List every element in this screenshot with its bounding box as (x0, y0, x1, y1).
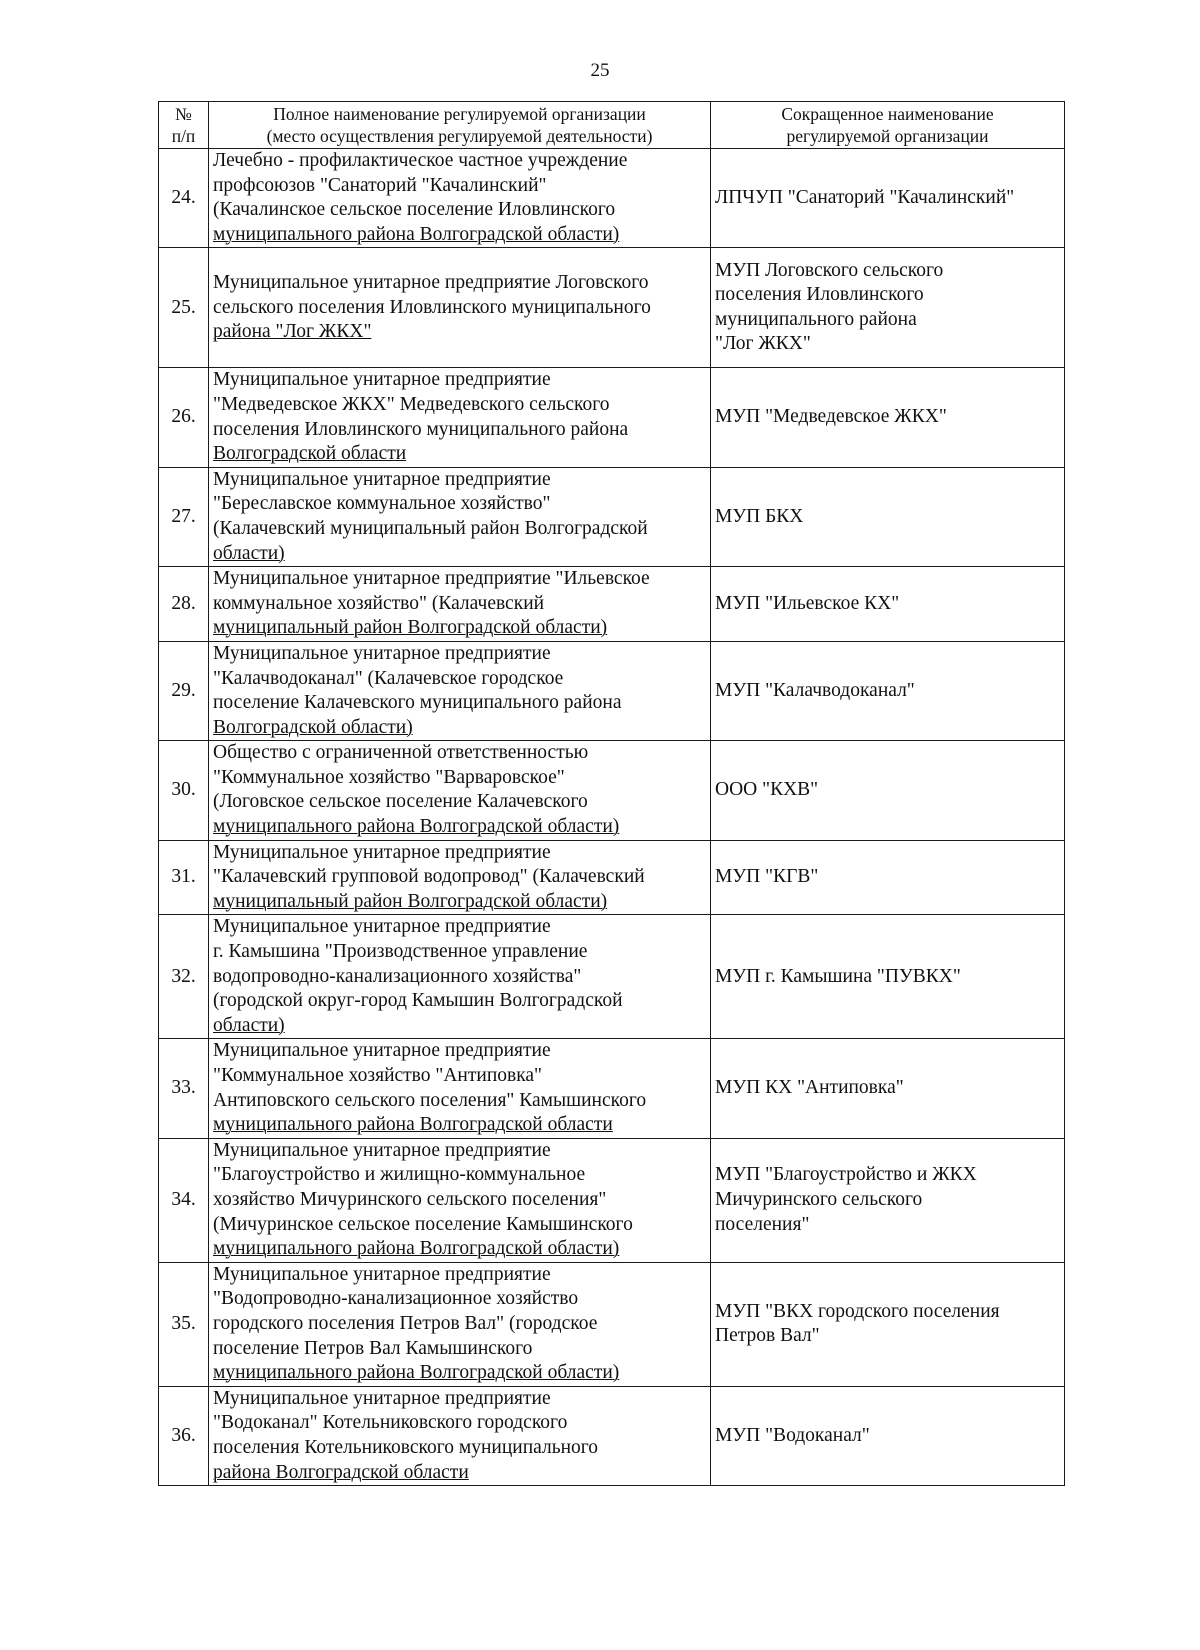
full-name-line: муниципального района Волгоградской области (213, 1114, 613, 1136)
short-name-cell (711, 741, 1065, 840)
table-row (159, 1039, 1065, 1138)
header-full-name-line: Полное наименование регулируемой организации (273, 104, 646, 124)
full-name-line: сельского поселения Иловлинского муниципального (213, 296, 651, 318)
table-row (159, 1138, 1065, 1262)
short-name-line: Петров Вал" (715, 1325, 820, 1347)
full-name-cell (209, 567, 711, 642)
short-name-line: МУП г. Камышина "ПУВКХ" (715, 965, 961, 987)
full-name-line: Муниципальное унитарное предприятие (213, 1263, 551, 1285)
full-name-line: Лечебно - профилактическое частное учреждение (213, 150, 628, 171)
full-name-cell (209, 467, 711, 566)
header-full-name-line: (место осуществления регулируемой деятельности) (266, 126, 653, 146)
short-name-line: МУП "Водоканал" (715, 1424, 870, 1446)
full-name-line: Муниципальное унитарное предприятие (213, 916, 551, 938)
full-name-line: хозяйство Мичуринского сельского поселения" (213, 1188, 607, 1210)
full-name-line: Муниципальное унитарное предприятие Логовского (213, 271, 649, 293)
organizations-table (158, 101, 1065, 1486)
short-name-cell (711, 467, 1065, 566)
table-row (159, 149, 1065, 248)
full-name-line: "Водоканал" Котельниковского городского (213, 1412, 568, 1434)
short-name-cell (711, 641, 1065, 740)
full-name-line: муниципального района Волгоградской области) (213, 1238, 620, 1260)
table-body (159, 149, 1065, 1486)
row-number: 34. (159, 1138, 209, 1262)
row-number: 28. (159, 567, 209, 642)
full-name-cell (209, 915, 711, 1039)
full-name-line: Муниципальное унитарное предприятие (213, 1387, 551, 1409)
table-row (159, 467, 1065, 566)
full-name-line: Муниципальное унитарное предприятие (213, 841, 551, 863)
full-name-cell (209, 641, 711, 740)
row-number: 33. (159, 1039, 209, 1138)
short-name-line: МУП "Медведевское ЖКХ" (715, 406, 947, 428)
full-name-line: муниципального района Волгоградской области) (213, 1362, 620, 1384)
table-row (159, 368, 1065, 467)
row-number: 35. (159, 1262, 209, 1386)
short-name-line: МУП БКХ (715, 505, 804, 527)
full-name-line: профсоюзов "Санаторий "Качалинский" (213, 174, 547, 196)
full-name-line: "Коммунальное хозяйство "Антиповка" (213, 1065, 543, 1086)
full-name-line: "Береславское коммунальное хозяйство" (213, 493, 551, 515)
short-name-line: МУП Логовского сельского (715, 259, 944, 281)
short-name-cell (711, 567, 1065, 642)
full-name-line: (Качалинское сельское поселение Иловлинского (213, 199, 616, 221)
full-name-line: района Волгоградской области (213, 1461, 469, 1483)
short-name-line: поселения" (715, 1213, 810, 1235)
full-name-line: Общество с ограниченной ответственностью (213, 742, 589, 764)
row-number: 32. (159, 915, 209, 1039)
full-name-line: поселения Иловлинского муниципального района (213, 418, 629, 440)
short-name-line: ООО "КХВ" (715, 779, 819, 801)
short-name-line: МУП КХ "Антиповка" (715, 1077, 904, 1099)
short-name-cell (711, 1386, 1065, 1485)
short-name-line: МУП "Ильевское КХ" (715, 592, 900, 614)
full-name-line: муниципального района Волгоградской области) (213, 223, 620, 245)
full-name-line: водопроводно-канализационного хозяйства" (213, 965, 582, 987)
header-short-name-line: Сокращенное наименование (781, 104, 994, 124)
full-name-line: "Калачевский групповой водопровод" (Калачевский (213, 866, 645, 888)
row-number: 31. (159, 840, 209, 915)
full-name-line: муниципальный район Волгоградской области) (213, 890, 608, 912)
full-name-line: (Логовское сельское поселение Калачевского (213, 791, 588, 813)
full-name-line: "Водопроводно-канализационное хозяйство (213, 1288, 579, 1310)
table-row (159, 840, 1065, 915)
table-row (159, 741, 1065, 840)
full-name-line: области) (213, 542, 285, 564)
page-number: 25 (590, 60, 610, 81)
short-name-cell (711, 1262, 1065, 1386)
short-name-line: МУП "Калачводоканал" (715, 679, 915, 701)
header-row (159, 102, 1065, 149)
full-name-line: поселение Калачевского муниципального района (213, 692, 622, 714)
full-name-line: Муниципальное унитарное предприятие (213, 468, 551, 490)
full-name-line: "Калачводоканал" (Калачевское городское (213, 667, 564, 689)
row-number: 25. (159, 248, 209, 368)
full-name-cell (209, 741, 711, 840)
table-row (159, 641, 1065, 740)
full-name-cell (209, 1138, 711, 1262)
short-name-line: МУП "КГВ" (715, 866, 819, 888)
table-row (159, 1386, 1065, 1485)
full-name-line: области) (213, 1014, 285, 1036)
short-name-line: ЛПЧУП "Санаторий "Качалинский" (715, 186, 1015, 208)
full-name-cell (209, 840, 711, 915)
full-name-line: г. Камышина "Производственное управление (213, 941, 588, 963)
full-name-line: "Благоустройство и жилищно-коммунальное (213, 1164, 586, 1186)
table-row (159, 1262, 1065, 1386)
full-name-line: Муниципальное унитарное предприятие (213, 1040, 551, 1062)
full-name-cell (209, 1262, 711, 1386)
full-name-cell (209, 368, 711, 467)
header-short-name (711, 102, 1065, 149)
full-name-line: поселения Котельниковского муниципального (213, 1436, 599, 1458)
short-name-cell (711, 248, 1065, 368)
full-name-line: муниципальный район Волгоградской области) (213, 617, 608, 639)
short-name-line: муниципального района (715, 308, 917, 330)
full-name-line: Волгоградской области (213, 443, 407, 465)
short-name-line: МУП "Благоустройство и ЖКХ (715, 1164, 977, 1186)
header-number-line: п/п (171, 126, 196, 146)
full-name-line: (Мичуринское сельское поселение Камышинского (213, 1213, 633, 1235)
table-row (159, 915, 1065, 1039)
short-name-line: "Лог ЖКХ" (715, 333, 811, 355)
header-number-line: № (175, 104, 192, 124)
row-number: 36. (159, 1386, 209, 1485)
row-number: 29. (159, 641, 209, 740)
full-name-line: муниципального района Волгоградской области) (213, 816, 620, 838)
full-name-cell (209, 1039, 711, 1138)
full-name-line: поселение Петров Вал Камышинского (213, 1337, 533, 1359)
row-number: 26. (159, 368, 209, 467)
full-name-line: Антиповского сельского поселения" Камышинского (213, 1089, 647, 1111)
short-name-cell (711, 1039, 1065, 1138)
full-name-line: Муниципальное унитарное предприятие (213, 642, 551, 664)
full-name-line: "Коммунальное хозяйство "Варваровское" (213, 766, 565, 788)
full-name-line: (Калачевский муниципальный район Волгоградской (213, 517, 648, 539)
full-name-cell (209, 149, 711, 248)
full-name-line: городского поселения Петров Вал" (городское (213, 1312, 598, 1334)
header-number (159, 102, 209, 149)
short-name-cell (711, 915, 1065, 1039)
table-row (159, 248, 1065, 368)
short-name-line: МУП "ВКХ городского поселения (715, 1300, 1000, 1322)
full-name-line: "Медведевское ЖКХ" Медведевского сельского (213, 393, 610, 415)
short-name-line: Мичуринского сельского (715, 1188, 923, 1210)
full-name-line: Волгоградской области) (213, 716, 413, 738)
header-short-name-line: регулируемой организации (786, 126, 989, 146)
full-name-line: коммунальное хозяйство" (Калачевский (213, 592, 545, 614)
full-name-line: Муниципальное унитарное предприятие (213, 1139, 551, 1161)
short-name-cell (711, 368, 1065, 467)
full-name-cell (209, 248, 711, 368)
short-name-cell (711, 149, 1065, 248)
full-name-cell (209, 1386, 711, 1485)
full-name-line: Муниципальное унитарное предприятие "Ильевское (213, 568, 650, 590)
full-name-line: района "Лог ЖКХ" (213, 321, 372, 343)
row-number: 27. (159, 467, 209, 566)
table-header (159, 102, 1065, 149)
row-number: 30. (159, 741, 209, 840)
header-full-name (209, 102, 711, 149)
short-name-line: поселения Иловлинского (715, 284, 924, 306)
short-name-cell (711, 1138, 1065, 1262)
short-name-cell (711, 840, 1065, 915)
full-name-line: (городской округ-город Камышин Волгоградской (213, 990, 623, 1012)
row-number: 24. (159, 149, 209, 248)
table-row (159, 567, 1065, 642)
full-name-line: Муниципальное унитарное предприятие (213, 369, 551, 391)
